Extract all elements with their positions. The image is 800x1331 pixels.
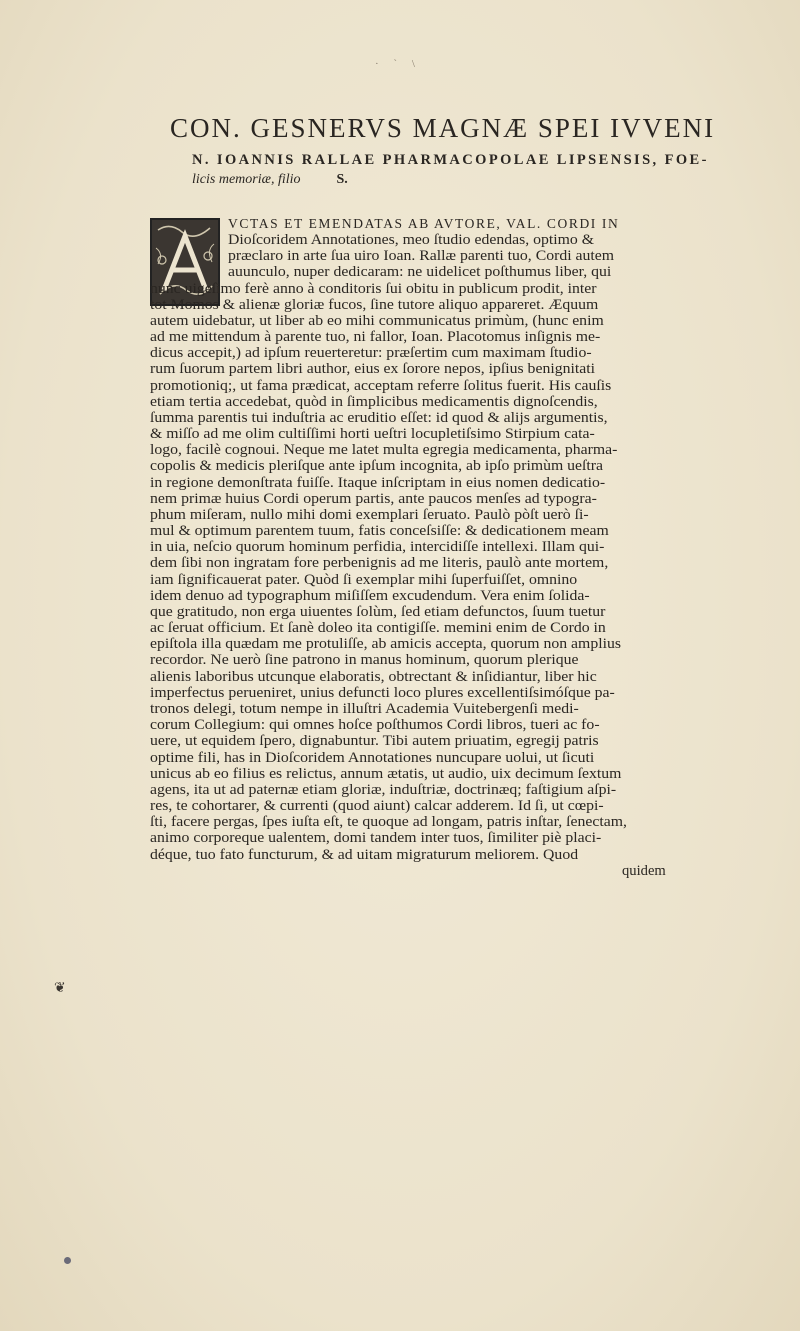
text-line: ac ſeruat officium. Et ſanè doleo ita contigiſſe. memini enim de Cordo in (150, 620, 606, 637)
text-line: mul & optimum parentem tuum, fatis conceſsiſſe: & dedicationem meam (150, 523, 609, 540)
text-line: auunculo, nuper dedicaram: ne uidelicet poſthumus liber, qui (228, 264, 612, 281)
text-line: agens, ita ut ad paternæ etiam gloriæ, induſtriæ, doctrinæq; faſtigium aſpi- (150, 781, 617, 798)
text-line: uere, ut equidem ſpero, dignabuntur. Tibi autem priuatim, egregij patris (150, 733, 599, 750)
text-line: recordor. Ne uerò ſine patrono in manus hominum, quorum plerique (150, 652, 579, 669)
text-line: etiam tertia accedebat, quòd in ſimplicibus medicamentis dignoſcendis, (150, 393, 598, 410)
dedication-recipient-continued (192, 172, 348, 188)
dedication-title: CON. GESNERVS MAGNÆ SPEI IVVENI (170, 113, 716, 143)
text-line: in uia, neſcio quorum hominum perfidia, intercidiſſe intellexi. Illam qui- (150, 539, 605, 556)
margin-dot-icon (64, 1257, 71, 1264)
text-line: in regione demonſtrata fuiſſe. Itaque inſcriptam in eius nomen dedicatio- (150, 474, 606, 491)
text-line: tronos delegi, totum nempe in illuſtri Academia Vuitebergenſi medi- (150, 700, 579, 717)
recipient-memoriae: licis memoriæ, filio (192, 172, 301, 187)
text-line: promotioniq;, ut fama prædicat, acceptam referre ſolitus fuerit. His cauſis (150, 377, 612, 394)
text-line: que gratitudo, non erga uiuentes ſolùm, ſed etiam defunctos, ſuum tuetur (150, 603, 606, 620)
salutem-abbrev: S. (336, 172, 348, 187)
text-line: idem denuo ad typographum miſiſſem excudendum. Vera enim ſolida- (150, 587, 590, 604)
page-speck-marks: · ` \ (375, 58, 421, 70)
margin-flourish-icon: ❦ (54, 981, 66, 996)
text-line: & miſſo ad me olim cultiſſimi horti ueſtri locupletiſsimo Stirpium cata- (150, 426, 595, 443)
text-line: animo corporeque ualentem, domi tandem inter tuos, ſimiliter piè placi- (150, 830, 602, 847)
text-line: dicus accepit,) ad ipſum reuerteretur: præſertim cum maximam ſtudio- (150, 345, 592, 362)
text-line: Dioſcoridem Annotationes, meo ſtudio edendas, optimo & (228, 232, 594, 248)
text-line: ſti, facere pergas, ſpes iuſta eſt, te quoque ad longam, patris inſtar, ſenectam, (150, 814, 628, 831)
text-line: epiſtola illa quædam me protuliſſe, ab amicis accepta, quorum non amplius (150, 636, 621, 653)
text-line: tot Momos & alienæ gloriæ fucos, ſine tutore aliquo appareret. Æquum (150, 296, 599, 313)
text-line: imperfectus perueniret, unius defuncti loco plures excellentiſsimóſque pa- (150, 684, 615, 701)
text-line: unicus ab eo filius es relictus, annum ætatis, ut audio, uix decimum ſextum (150, 765, 622, 782)
text-line: alienis laboribus utcunque elaboratis, obtrectant & inſidiantur, liber hic (150, 668, 597, 685)
text-line: iam ſignificauerat pater. Quòd ſi exemplar mihi ſuperfuiſſet, omnino (150, 571, 578, 588)
catchword: quidem (622, 862, 666, 879)
text-line: rum ſuorum partem libri author, eius ex ſorore nepos, ipſius benignitati (150, 361, 595, 378)
text-line: logo, facilè cognoui. Neque me latet multa egregia medicamenta, pharma- (150, 442, 618, 459)
text-line: dem ſibi non ingratam fore perbenignis ad me literis, paulò ante mortem, (150, 555, 609, 572)
text-line: nem primæ huius Cordi operum partis, ante paucos menſes ad typogra- (150, 490, 597, 507)
text-line: optime fili, has in Dioſcoridem Annotationes nuncupare uolui, ut ſicuti (150, 749, 595, 766)
text-line: déque, tuo fato functurum, & ad uitam migraturum meliorem. Quod (150, 846, 579, 863)
text-line: ſumma parentis tui induſtria ac eruditio eſſet: id quod & alijs argumentis, (150, 409, 608, 426)
text-line: copolis & medicis pleriſque ante ipſum incognita, ab ipſo primùm ueſtra (150, 458, 604, 475)
text-line: corum Collegium: qui omnes hoſce poſthumos Cordi libros, tueri ac fo- (150, 717, 600, 734)
text-line: ad me mittendum à parente tuo, ni fallor, Ioan. Placotomus inſignis me- (150, 329, 601, 346)
text-line: præclaro in arte ſua uiro Ioan. Rallæ parenti tuo, Cordi autem (228, 248, 615, 265)
text-line: phum miſeram, nullo mihi domi exemplari ſeruato. Paulò pòſt uerò ſi- (150, 506, 589, 523)
text-line: res, te cohortarer, & currenti (quod aiunt) calcar adderem. Id ſi, ut cœpi- (150, 798, 604, 815)
text-line: autem uidebatur, ut liber ab eo mihi communicatus primùm, (hunc enim (150, 312, 604, 329)
dedication-recipient: N. IOANNIS RALLAE PHARMACOPOLAE LIPSENSIS, FOE- (192, 152, 709, 168)
text-line: nunc uigeſimo ferè anno à conditoris ſui obitu in publicum prodit, inter (150, 280, 597, 297)
letter-body (150, 232, 790, 879)
letter-first-line: VCTAS ET EMENDATAS AB AVTORE, VAL. CORDI IN (228, 216, 620, 231)
